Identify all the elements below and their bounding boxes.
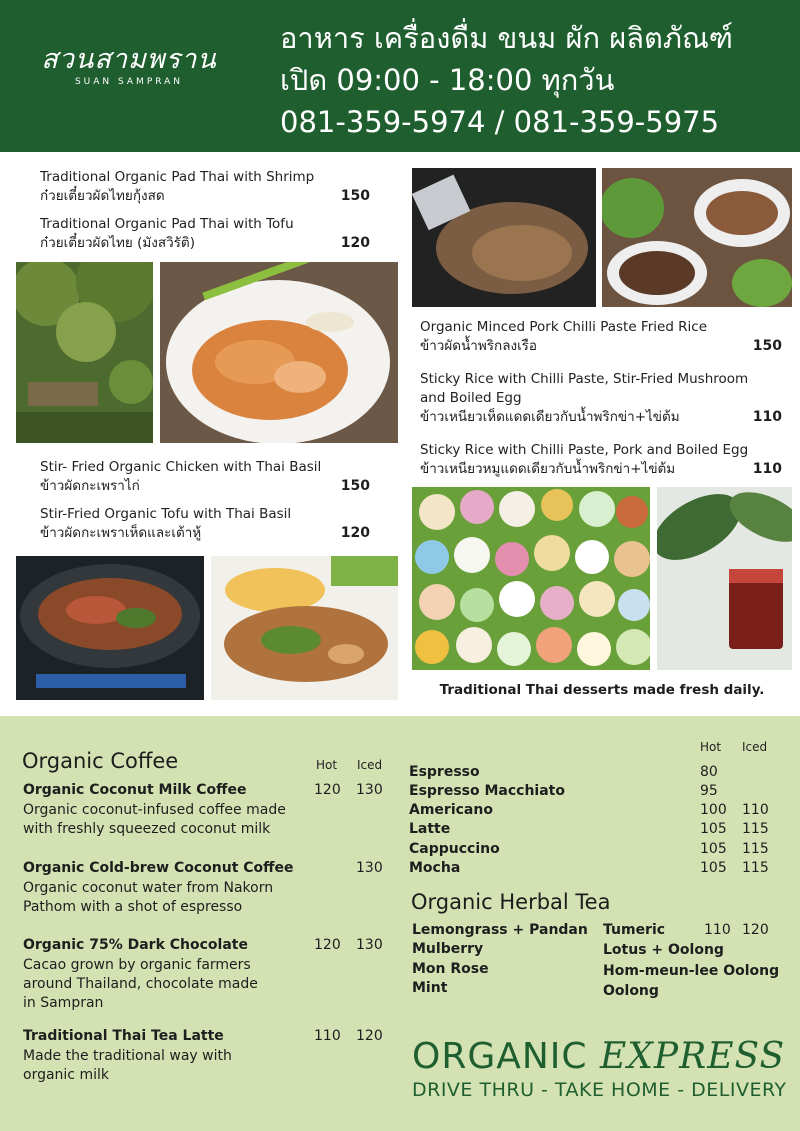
menu-item (40, 505, 370, 543)
menu-item-th: ข้าวผัดกะเพราไก่ (40, 478, 140, 494)
menu-item-en: Organic Minced Pork Chilli Paste Fried Rice (420, 319, 708, 335)
drink-iced: 115 (742, 821, 769, 837)
coffee-item-name: Organic Coconut Milk Coffee (23, 782, 247, 798)
brand-logo (24, 44, 234, 87)
menu-item-th: ข้าวผัดกะเพราเห็ดและเต้าหู้ (40, 525, 202, 541)
coffee-item-desc: Organic coconut-infused coffee made (23, 802, 286, 818)
menu-item-th: ข้าวผัดน้ำพริกลงเรือ (420, 338, 538, 354)
brand-word-express: EXPRESS (600, 1036, 786, 1077)
menu-item-price: 110 (752, 461, 782, 477)
coffee-item-hot: 120 (314, 782, 341, 798)
coffee-item-iced: 130 (356, 860, 383, 876)
menu-item-th: ก๋วยเตี๋ยวผัดไทย (มังสวิรัติ) (40, 235, 195, 251)
logo-script: สวนสามพราน (41, 44, 217, 75)
tea-tumeric-hot: 110 (704, 922, 731, 938)
menu-item (420, 441, 782, 479)
header-banner (0, 0, 800, 152)
coffee-iced-header: Iced (357, 758, 383, 772)
drink-hot: 80 (700, 764, 718, 780)
brand-tagline: DRIVE THRU - TAKE HOME - DELIVERY (412, 1079, 787, 1101)
tea-item: Lemongrass + Pandan (412, 922, 588, 938)
coffee-item-desc: organic milk (23, 1067, 109, 1083)
logo-subtitle: SUAN SAMPRAN (74, 77, 184, 87)
drink-iced: 115 (742, 860, 769, 876)
photo-thai-desserts (412, 487, 650, 670)
drink-name: Cappuccino (409, 841, 500, 857)
coffee-item-hot: 110 (314, 1028, 341, 1044)
drink-hot: 100 (700, 802, 727, 818)
brand-word-organic: ORGANIC (412, 1036, 600, 1077)
photo-garden (16, 262, 153, 443)
menu-item-th: ก๋วยเตี๋ยวผัดไทยกุ้งสด (40, 188, 165, 204)
coffee-item-name: Organic Cold-brew Coconut Coffee (23, 860, 294, 876)
coffee-item-desc: around Thailand, chocolate made (23, 976, 258, 992)
drink-hot: 105 (700, 860, 727, 876)
menu-item-en-cont: and Boiled Egg (420, 390, 522, 406)
menu-item-price: 110 (752, 409, 782, 425)
drink-iced: 110 (742, 802, 769, 818)
menu-item-price: 150 (752, 338, 782, 354)
drink-name: Americano (409, 802, 493, 818)
coffee-item-desc: Cacao grown by organic farmers (23, 957, 251, 973)
drink-hot: 95 (700, 783, 718, 799)
menu-item-th: ข้าวเหนียวเห็ดแดดเดียวกับน้ำพริกข่า+ไข่ต้ม (420, 409, 680, 425)
tea-item: Mint (412, 980, 448, 996)
brand-wordmark (412, 1036, 785, 1077)
tea-item: Tumeric (603, 922, 666, 938)
menu-item-en: Stir- Fried Organic Chicken with Thai Basil (40, 459, 322, 475)
menu-item (40, 215, 370, 253)
photo-pad-thai (160, 262, 398, 443)
coffee-item-desc: Made the traditional way with (23, 1048, 232, 1064)
photo-basil-tofu (211, 556, 398, 700)
menu-item-en: Sticky Rice with Chilli Paste, Pork and Boiled Egg (420, 442, 749, 458)
menu-item-en: Traditional Organic Pad Thai with Shrimp (40, 169, 315, 185)
menu-item (40, 168, 370, 206)
photo-fried-rice-wok (412, 168, 596, 307)
menu-item-price: 150 (340, 188, 370, 204)
photo-wok (16, 556, 204, 700)
drink-name: Mocha (409, 860, 461, 876)
menu-item (420, 318, 782, 356)
dessert-caption: Traditional Thai desserts made fresh daily. (439, 682, 765, 698)
coffee-item-desc: Pathom with a shot of espresso (23, 899, 243, 915)
coffee-item-desc: in Sampran (23, 995, 104, 1011)
tea-item: Oolong (603, 983, 659, 999)
photo-sticky-rice (602, 168, 792, 307)
tea-item: Lotus + Oolong (603, 942, 724, 958)
header-phones: 081-359-5974 / 081-359-5975 (280, 105, 720, 139)
drink-hot: 105 (700, 841, 727, 857)
drink-name: Espresso (409, 764, 480, 780)
header-hours: เปิด 09:00 - 18:00 ทุกวัน (280, 63, 615, 97)
menu-item-price: 120 (340, 235, 370, 251)
coffee-item-iced: 120 (356, 1028, 383, 1044)
tea-item: Mulberry (412, 941, 484, 957)
coffee-item-name: Organic 75% Dark Chocolate (23, 937, 248, 953)
drink-name: Espresso Macchiato (409, 783, 565, 799)
coffee-item-name: Traditional Thai Tea Latte (23, 1028, 224, 1044)
coffee-item-iced: 130 (356, 937, 383, 953)
menu-item (40, 458, 370, 496)
drink-hot: 105 (700, 821, 727, 837)
drink-name: Latte (409, 821, 451, 837)
menu-item-en: Sticky Rice with Chilli Paste, Stir-Fried Mushroom (420, 371, 749, 387)
menu-item-en: Traditional Organic Pad Thai with Tofu (40, 216, 294, 232)
header-categories: อาหาร เครื่องดื่ม ขนม ผัก ผลิตภัณฑ์ (280, 21, 733, 55)
menu-item-price: 120 (340, 525, 370, 541)
coffee-item-hot: 120 (314, 937, 341, 953)
coffee-title: Organic Coffee (22, 749, 179, 773)
tea-tumeric-iced: 120 (742, 922, 769, 938)
menu-item-th: ข้าวเหนียวหมูแดดเดียวกับน้ำพริกข่า+ไข่ต้ม (420, 461, 676, 477)
coffee-item-desc: with freshly squeezed coconut milk (23, 821, 271, 837)
tea-item: Mon Rose (412, 961, 489, 977)
drinks-hot-header: Hot (700, 740, 722, 754)
tea-item: Hom-meun-lee Oolong (603, 963, 780, 979)
coffee-item-desc: Organic coconut water from Nakorn (23, 880, 274, 896)
drink-iced: 115 (742, 841, 769, 857)
drinks-iced-header: Iced (742, 740, 768, 754)
tea-title: Organic Herbal Tea (411, 890, 611, 914)
photo-iced-drink (657, 487, 792, 670)
menu-item-price: 150 (340, 478, 370, 494)
coffee-item-iced: 130 (356, 782, 383, 798)
menu-item (420, 370, 782, 427)
coffee-hot-header: Hot (316, 758, 338, 772)
menu-item-en: Stir-Fried Organic Tofu with Thai Basil (40, 506, 292, 522)
